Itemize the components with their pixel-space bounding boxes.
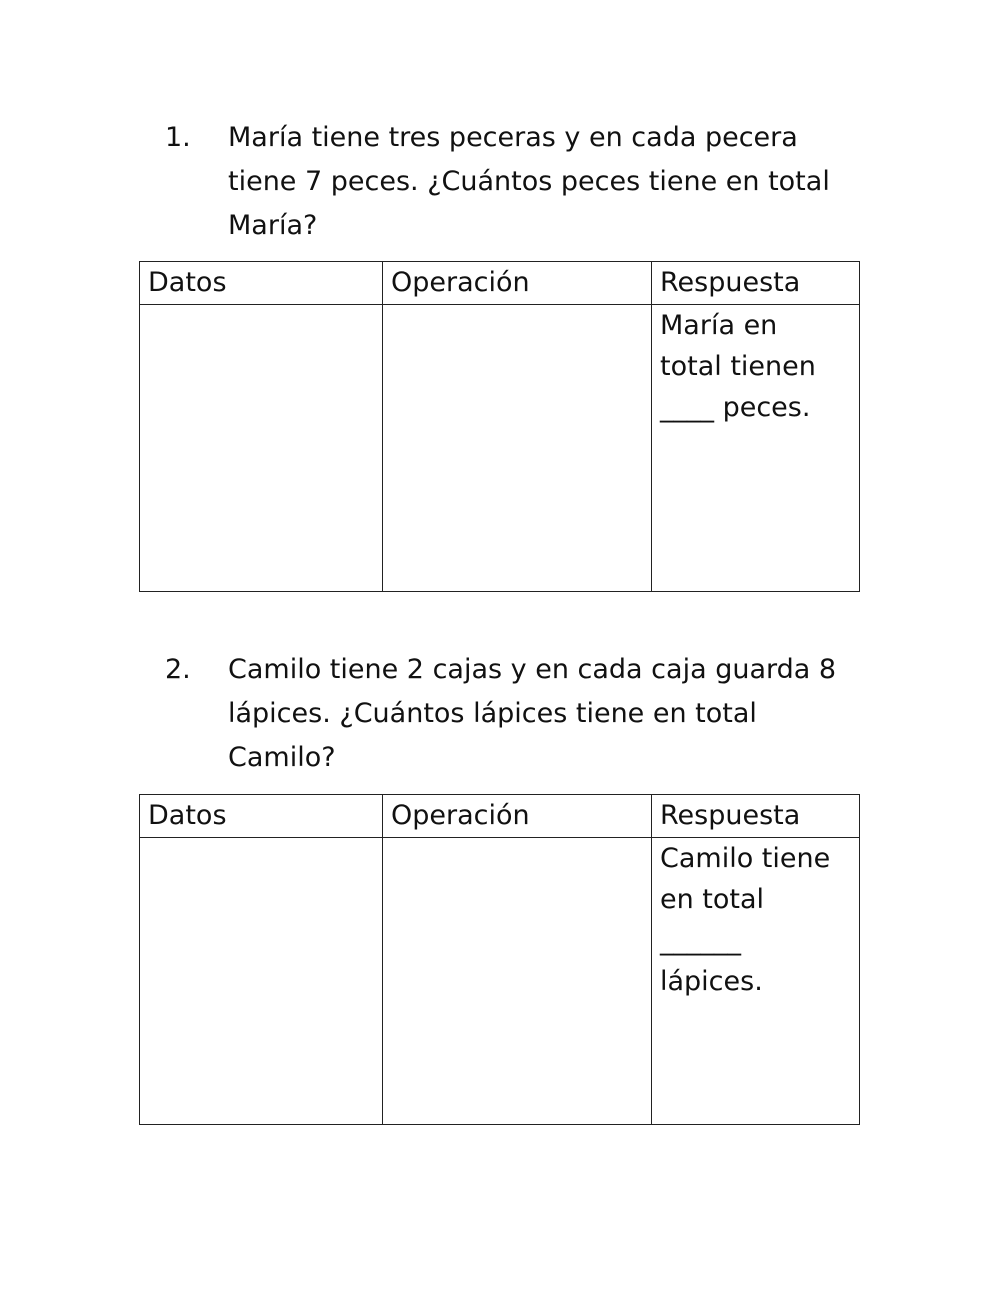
question-line: María tiene tres peceras y en cada pecera — [228, 122, 798, 153]
question-number: 2. — [165, 654, 191, 685]
respuesta-line: ______ — [660, 925, 741, 956]
respuesta-cell[interactable] — [652, 838, 860, 1125]
question-line: tiene 7 peces. ¿Cuántos peces tiene en total — [228, 166, 830, 197]
header-respuesta: Respuesta — [652, 795, 860, 838]
operacion-cell[interactable] — [383, 305, 652, 592]
respuesta-line: Camilo tiene — [660, 843, 831, 874]
header-datos: Datos — [140, 795, 383, 838]
datos-cell[interactable] — [140, 838, 383, 1125]
respuesta-line: lápices. — [660, 966, 763, 997]
respuesta-line: en total — [660, 884, 765, 915]
question-line: María? — [228, 210, 318, 241]
question-line: Camilo tiene 2 cajas y en cada caja guarda 8 — [228, 654, 837, 685]
header-operacion: Operación — [383, 262, 652, 305]
table-header-row — [140, 795, 860, 838]
question-line: Camilo? — [228, 742, 336, 773]
answer-table — [139, 794, 860, 1125]
respuesta-cell[interactable] — [652, 305, 860, 592]
respuesta-line: ____ peces. — [660, 392, 811, 423]
table-row — [140, 838, 860, 1125]
question-number: 1. — [165, 122, 191, 153]
table-header-row — [140, 262, 860, 305]
respuesta-line: María en — [660, 310, 778, 341]
header-operacion: Operación — [383, 795, 652, 838]
question-text — [228, 648, 858, 780]
table-row — [140, 305, 860, 592]
header-datos: Datos — [140, 262, 383, 305]
respuesta-line: total tienen — [660, 351, 816, 382]
datos-cell[interactable] — [140, 305, 383, 592]
operacion-cell[interactable] — [383, 838, 652, 1125]
answer-table — [139, 261, 860, 592]
header-respuesta: Respuesta — [652, 262, 860, 305]
question-line: lápices. ¿Cuántos lápices tiene en total — [228, 698, 757, 729]
question-text — [228, 116, 858, 248]
